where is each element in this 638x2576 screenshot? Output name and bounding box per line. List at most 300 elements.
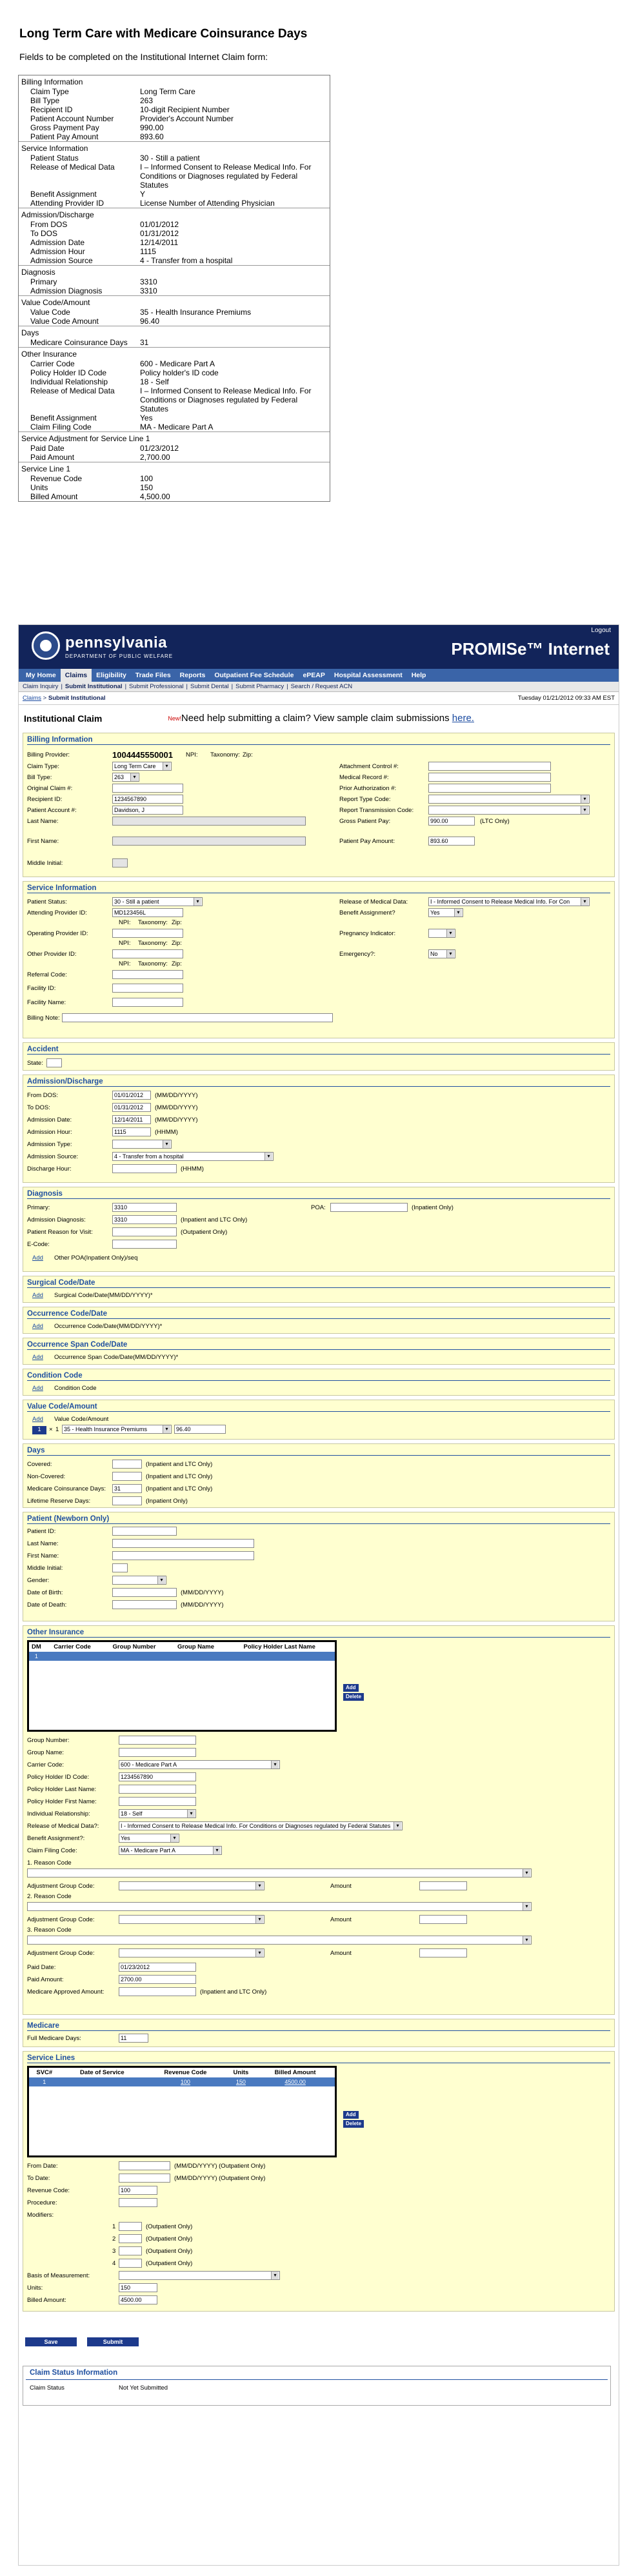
reference-row — [19, 492, 330, 501]
reference-row — [19, 422, 330, 431]
delete-insurance-button[interactable]: Delete — [343, 1693, 364, 1701]
attachment-control-input[interactable] — [428, 762, 551, 771]
bill-type-select[interactable]: 263 ▾ — [112, 773, 139, 782]
label: Patient Status: — [27, 898, 67, 906]
grid-cell[interactable]: 100 — [145, 2077, 226, 2086]
reference-row — [19, 199, 330, 208]
label: Admission Type: — [27, 1141, 72, 1148]
group-name-input[interactable] — [119, 1748, 196, 1757]
label: (Inpatient and LTC Only) — [200, 1988, 267, 1996]
label: Benefit Assignment?: — [27, 1835, 85, 1842]
middle-initial-field — [112, 858, 128, 867]
save-button[interactable]: Save — [25, 2337, 77, 2346]
modifier-2-input[interactable] — [119, 2234, 142, 2243]
grid-column-header[interactable]: Policy Holder Last Name — [224, 1642, 335, 1652]
ecode-input[interactable] — [112, 1240, 177, 1249]
grid-row[interactable] — [29, 1652, 335, 1661]
add-occurrence-span-link[interactable]: Add — [32, 1354, 43, 1361]
reference-field-name: Medicare Coinsurance Days — [30, 338, 128, 347]
reference-table — [18, 75, 330, 502]
reference-field-value: 31 — [140, 338, 149, 347]
other-provider-input[interactable] — [112, 949, 183, 958]
basis-measurement-select[interactable] — [119, 2271, 280, 2280]
subnav-item-submit-pharmacy[interactable]: Submit Pharmacy — [235, 683, 284, 690]
patient-id-input[interactable] — [112, 1527, 177, 1536]
coinsurance-days-input[interactable]: 31 — [112, 1484, 142, 1493]
help-text: Need help submitting a claim? View sample claim submissions — [181, 713, 450, 724]
reason-code-1-select[interactable] — [27, 1868, 532, 1878]
reference-section-title: Value Code/Amount — [21, 298, 90, 307]
reference-field-value: 893.60 — [140, 132, 164, 141]
label: Gender: — [27, 1577, 50, 1584]
label: Date of Death: — [27, 1601, 67, 1609]
doc-title: Long Term Care with Medicare Coinsurance Days — [19, 27, 308, 41]
patient-pay-input[interactable]: 893.60 — [428, 837, 475, 846]
label: Middle Initial: — [27, 1565, 63, 1572]
new-badge: New! — [168, 715, 181, 722]
add-service-line-button[interactable]: Add — [343, 2111, 359, 2119]
release-medical-data-select[interactable]: I - Informed Consent to Release Medical Info. For Con ▾ — [428, 897, 590, 906]
full-medicare-days-input[interactable]: 11 — [119, 2034, 148, 2043]
reference-field-value: I – Informed Consent to Release Medical Info. For Conditions or Diagnoses regulated by Federal Statutes — [140, 163, 312, 190]
nav-item-outpatient-fee-schedule[interactable]: Outpatient Fee Schedule — [214, 671, 294, 679]
label: Prior Authorization #: — [339, 785, 397, 792]
label: Paid Date: — [27, 1964, 56, 1971]
separator: | — [286, 683, 288, 690]
reference-row — [19, 190, 330, 199]
reference-field-value: 35 - Health Insurance Premiums — [140, 308, 252, 317]
reference-field-name: Value Code — [30, 308, 70, 317]
label: (Inpatient and LTC Only) — [146, 1473, 213, 1480]
help-link[interactable]: here. — [452, 713, 474, 724]
admission-hour-input[interactable]: 1115 — [112, 1127, 151, 1136]
last-name-field — [112, 817, 306, 826]
paid-amount-input[interactable]: 2700.00 — [119, 1975, 196, 1984]
reference-field-value: 30 - Still a patient — [140, 154, 200, 163]
modifier-3-input[interactable] — [119, 2246, 142, 2255]
reference-field-value: 10-digit Recipient Number — [140, 105, 230, 114]
dob-input[interactable] — [112, 1588, 177, 1597]
reference-field-name: Admission Diagnosis — [30, 286, 103, 295]
add-insurance-button[interactable]: Add — [343, 1684, 359, 1692]
grid-cell[interactable]: 150 — [226, 2077, 256, 2086]
nav-item-claims[interactable]: Claims — [61, 669, 92, 682]
value-code-row-number[interactable]: 1 — [32, 1426, 46, 1434]
dod-input[interactable] — [112, 1600, 177, 1609]
gross-pay-input[interactable]: 990.00 — [428, 817, 475, 826]
label: Attending Provider ID: — [27, 909, 87, 916]
reference-section-title: Other Insurance — [21, 350, 77, 359]
prior-auth-input[interactable] — [428, 784, 551, 793]
label: Admission Diagnosis: — [27, 1216, 86, 1224]
label: POA: — [311, 1204, 326, 1211]
label: (MM/DD/YYYY) (Outpatient Only) — [174, 2175, 266, 2182]
label: To Date: — [27, 2175, 50, 2182]
label: Benefit Assignment? — [339, 909, 395, 916]
label: Adjustment Group Code: — [27, 1950, 95, 1957]
label: (Inpatient Only) — [412, 1204, 454, 1211]
claim-filing-select[interactable]: MA - Medicare Part A ▾ — [119, 1846, 222, 1855]
units-input[interactable]: 150 — [119, 2283, 157, 2292]
claim-type-select[interactable]: Long Term Care ▾ — [112, 762, 172, 771]
admission-diagnosis-input[interactable]: 3310 — [112, 1215, 177, 1224]
facility-name-input[interactable] — [112, 998, 183, 1007]
label: Zip: — [172, 919, 182, 926]
grid-cell[interactable] — [60, 2077, 145, 2086]
add-surgical-link[interactable]: Add — [32, 1292, 43, 1299]
lifetime-reserve-input[interactable] — [112, 1496, 142, 1505]
admission-source-select[interactable]: 4 - Transfer from a hospital ▾ — [112, 1152, 274, 1161]
reference-field-name: Recipient ID — [30, 105, 73, 114]
procedure-input[interactable] — [119, 2198, 157, 2207]
add-value-code-link[interactable]: Add — [32, 1416, 43, 1423]
label: Admission Date: — [27, 1116, 72, 1124]
label: Last Name: — [27, 1540, 59, 1547]
label: 3. Reason Code — [27, 1927, 72, 1934]
other-benefit-select[interactable]: Yes ▾ — [119, 1834, 179, 1843]
subnav-item-submit-professional[interactable]: Submit Professional — [129, 683, 184, 690]
reference-field-name: Policy Holder ID Code — [30, 368, 107, 377]
delete-service-line-button[interactable]: Delete — [343, 2120, 364, 2128]
label: Non-Covered: — [27, 1473, 66, 1480]
add-condition-link[interactable]: Add — [32, 1385, 43, 1392]
label: E-Code: — [27, 1241, 50, 1248]
billing-note-input[interactable] — [62, 1013, 333, 1022]
reference-field-value: 100 — [140, 474, 154, 483]
reference-row — [19, 317, 330, 326]
top-banner — [19, 625, 619, 669]
label: Facility Name: — [27, 999, 66, 1006]
reference-field-value: Y — [140, 190, 146, 199]
original-claim-input[interactable] — [112, 784, 183, 793]
reference-section — [19, 326, 330, 347]
relationship-select[interactable]: 18 - Self ▾ — [119, 1809, 196, 1818]
medical-record-input[interactable] — [428, 773, 551, 782]
label: (Inpatient and LTC Only) — [146, 1461, 213, 1468]
nav-item-epeap[interactable]: ePEAP — [303, 671, 325, 679]
add-poa-link[interactable]: Add — [32, 1254, 43, 1262]
policy-holder-id-input[interactable]: 1234567890 — [119, 1772, 196, 1781]
service-lines-section — [23, 2051, 615, 2312]
value-code-amount-input[interactable]: 96.40 — [174, 1425, 226, 1434]
nav-item-my-home[interactable]: My Home — [26, 671, 56, 679]
recipient-id-input[interactable]: 1234567890 — [112, 795, 183, 804]
subnav-item-submit-dental[interactable]: Submit Dental — [190, 683, 229, 690]
reference-field-name: Attending Provider ID — [30, 199, 105, 208]
breadcrumb-claims[interactable]: Claims — [23, 695, 42, 702]
label: (MM/DD/YYYY) — [155, 1092, 198, 1099]
main-nav — [19, 669, 619, 682]
label: (HHMM) — [181, 1165, 204, 1173]
pregnancy-indicator-select[interactable] — [428, 929, 455, 938]
admission-section — [23, 1075, 615, 1183]
subnav-item-search-request-acn[interactable]: Search / Request ACN — [290, 683, 353, 690]
report-transmission-select[interactable] — [428, 806, 590, 815]
service-section — [23, 881, 615, 1038]
carrier-code-select[interactable]: 600 - Medicare Part A ▾ — [119, 1760, 280, 1769]
attending-provider-input[interactable]: MD123456L — [112, 908, 183, 917]
label: (Inpatient Only) — [146, 1498, 188, 1505]
modifier-1-input[interactable] — [119, 2222, 142, 2231]
benefit-assignment-select[interactable]: Yes ▾ — [428, 908, 463, 917]
label: Medical Record #: — [339, 774, 389, 781]
grid-column-header[interactable]: Billed Amount — [255, 2068, 335, 2077]
grid-column-header[interactable]: Date of Service — [60, 2068, 145, 2077]
label: Zip: — [172, 940, 182, 947]
claim-status-box — [23, 2366, 611, 2406]
label: NPI: — [186, 751, 198, 758]
label: (LTC Only) — [480, 818, 510, 825]
billing-section — [23, 733, 615, 877]
label: Modifiers: — [27, 2212, 54, 2219]
billed-amount-input[interactable]: 4500.00 — [119, 2295, 157, 2304]
label: Zip: — [172, 960, 182, 967]
reference-row — [19, 338, 330, 347]
other-insurance-grid — [27, 1640, 337, 1732]
reference-field-name: Patient Status — [30, 154, 79, 163]
reference-field-value: 12/14/2011 — [140, 238, 179, 247]
reason-code-3-select[interactable] — [27, 1936, 532, 1945]
reference-row — [19, 123, 330, 132]
nav-item-help[interactable]: Help — [411, 671, 426, 679]
add-occurrence-link[interactable]: Add — [32, 1323, 43, 1330]
label: (MM/DD/YYYY) — [155, 1116, 198, 1124]
line-to-date-input[interactable] — [119, 2174, 170, 2183]
nav-item-reports[interactable]: Reports — [179, 671, 206, 679]
admission-date-input[interactable]: 12/14/2011 — [112, 1115, 151, 1124]
label: (Outpatient Only) — [181, 1229, 228, 1236]
grid-cell[interactable]: 1 — [29, 2077, 60, 2086]
referral-code-input[interactable] — [112, 970, 183, 979]
adjustment-group-3-select[interactable] — [119, 1948, 264, 1957]
pa-seal-icon — [32, 631, 60, 660]
label: Occurrence Code/Date(MM/DD/YYYY)* — [54, 1323, 163, 1330]
paid-date-input[interactable]: 01/23/2012 — [119, 1963, 196, 1972]
reference-section-title: Service Information — [21, 144, 88, 153]
label: Billing Provider: — [27, 751, 70, 758]
nav-item-eligibility[interactable]: Eligibility — [96, 671, 126, 679]
label: 2 — [112, 2235, 116, 2243]
service-lines-grid — [27, 2066, 337, 2157]
reference-field-value: 2,700.00 — [140, 453, 170, 462]
section-title: Days — [27, 1447, 610, 1456]
reference-section — [19, 208, 330, 265]
reference-field-name: Benefit Assignment — [30, 190, 97, 199]
claim-status-label: Claim Status — [30, 2384, 65, 2392]
label: Release of Medical Data?: — [27, 1823, 99, 1830]
label: Date of Birth: — [27, 1589, 63, 1596]
occurrence-section — [23, 1307, 615, 1334]
group-number-input[interactable] — [119, 1736, 196, 1745]
reference-field-value: 01/23/2012 — [140, 444, 179, 453]
label: Amount — [330, 1883, 352, 1890]
state-logo: pennsylvania — [65, 634, 168, 651]
grid-row[interactable] — [29, 2077, 335, 2086]
brand-title: PROMISe™ Internet — [451, 639, 610, 659]
noncovered-days-input[interactable] — [112, 1472, 142, 1481]
reference-field-value: 3310 — [140, 277, 157, 286]
occurrence-span-section — [23, 1338, 615, 1365]
label: Admission Hour: — [27, 1129, 72, 1136]
reference-row — [19, 277, 330, 286]
label: (HHMM) — [155, 1129, 178, 1136]
reference-field-value: 150 — [140, 483, 154, 492]
claim-status-title: Claim Status Information — [26, 2366, 608, 2380]
label: Referral Code: — [27, 971, 67, 978]
grid-column-header[interactable]: Revenue Code — [145, 2068, 226, 2077]
value-code-select[interactable]: 35 - Health Insurance Premiums ▾ — [62, 1425, 172, 1434]
revenue-code-input[interactable]: 100 — [119, 2186, 157, 2195]
accident-section — [23, 1042, 615, 1071]
to-dos-input[interactable]: 01/31/2012 — [112, 1103, 151, 1112]
adjustment-amount-3-input[interactable] — [419, 1948, 467, 1957]
delete-x-icon[interactable]: × — [49, 1426, 53, 1433]
from-dos-input[interactable]: 01/01/2012 — [112, 1091, 151, 1100]
reference-row — [19, 96, 330, 105]
discharge-hour-input[interactable] — [112, 1164, 177, 1173]
section-title: Service Lines — [27, 2054, 610, 2063]
grid-cell[interactable]: 1 — [29, 1652, 44, 1661]
separator: | — [186, 683, 188, 690]
reference-section — [19, 75, 330, 141]
grid-cell[interactable] — [224, 1652, 335, 1661]
label: Primary: — [27, 1204, 50, 1211]
subnav-item-claim-inquiry[interactable]: Claim Inquiry — [23, 683, 59, 690]
reference-field-name: Admission Source — [30, 256, 93, 265]
reference-section — [19, 431, 330, 462]
section-title: Patient (Newborn Only) — [27, 1515, 610, 1524]
patient-account-input[interactable]: Davidson, J — [112, 806, 183, 815]
nav-item-trade-files[interactable]: Trade Files — [135, 671, 171, 679]
label: Zip: — [243, 751, 253, 758]
label: Carrier Code: — [27, 1761, 65, 1769]
report-type-select[interactable] — [428, 795, 590, 804]
label: Patient Account #: — [27, 807, 77, 814]
label: Covered: — [27, 1461, 52, 1468]
label: Basis of Measurement: — [27, 2272, 90, 2279]
reference-row — [19, 163, 330, 190]
label: State: — [27, 1060, 43, 1067]
label: (MM/DD/YYYY) — [155, 1104, 198, 1111]
gender-select[interactable] — [112, 1576, 166, 1585]
patient-last-name-input[interactable] — [112, 1539, 254, 1548]
policy-holder-first-input[interactable] — [119, 1797, 196, 1806]
section-title: Surgical Code/Date — [27, 1279, 610, 1288]
line-from-date-input[interactable] — [119, 2161, 170, 2170]
patient-status-select[interactable]: 30 - Still a patient ▾ — [112, 897, 203, 906]
label: Surgical Code/Date(MM/DD/YYYY)* — [54, 1292, 153, 1299]
grid-column-header[interactable]: Units — [226, 2068, 256, 2077]
reference-field-name: Paid Date — [30, 444, 65, 453]
facility-id-input[interactable] — [112, 984, 183, 993]
reference-row — [19, 444, 330, 453]
value-code-section — [23, 1400, 615, 1440]
patient-mi-input[interactable] — [112, 1563, 128, 1572]
grid-cell[interactable] — [168, 1652, 224, 1661]
adjustment-amount-1-input[interactable] — [419, 1881, 467, 1890]
reference-field-name: Gross Payment Pay — [30, 123, 99, 132]
poa-input[interactable] — [330, 1203, 408, 1212]
grid-column-header[interactable]: DM — [29, 1642, 44, 1652]
reference-section-title: Service Adjustment for Service Line 1 — [21, 434, 150, 443]
reference-row — [19, 453, 330, 462]
reference-field-value: License Number of Attending Physician — [140, 199, 275, 208]
adjustment-group-1-select[interactable] — [119, 1881, 264, 1890]
label: Procedure: — [27, 2199, 57, 2206]
other-insurance-section — [23, 1625, 615, 2015]
reference-field-value: 01/01/2012 — [140, 220, 179, 229]
label: 1. Reason Code — [27, 1859, 72, 1867]
grid-cell[interactable] — [44, 1652, 101, 1661]
patient-first-name-input[interactable] — [112, 1551, 254, 1560]
emergency-select[interactable]: No ▾ — [428, 949, 455, 958]
reference-section-title: Diagnosis — [21, 268, 55, 277]
label: 3 — [112, 2248, 116, 2255]
grid-cell[interactable]: 4500.00 — [255, 2077, 335, 2086]
claim-status-value: Not Yet Submitted — [119, 2384, 168, 2392]
adjustment-amount-2-input[interactable] — [419, 1915, 467, 1924]
label: Medicare Approved Amount: — [27, 1988, 105, 1996]
separator: | — [125, 683, 127, 690]
primary-diagnosis-input[interactable]: 3310 — [112, 1203, 177, 1212]
reference-document — [0, 0, 638, 502]
reference-field-value: MA - Medicare Part A — [140, 422, 214, 431]
reason-visit-input[interactable] — [112, 1227, 177, 1236]
submit-button[interactable]: Submit — [87, 2337, 139, 2346]
label: Full Medicare Days: — [27, 2035, 81, 2042]
operating-provider-input[interactable] — [112, 929, 183, 938]
admission-type-select[interactable] — [112, 1140, 172, 1149]
page-title: Institutional Claim — [24, 713, 103, 724]
label: Amount — [330, 1950, 352, 1957]
reference-field-name: Billed Amount — [30, 492, 78, 501]
accident-state-input[interactable] — [46, 1058, 62, 1067]
medicare-section — [23, 2019, 615, 2047]
label: (Inpatient and LTC Only) — [146, 1485, 213, 1492]
reference-row — [19, 386, 330, 413]
section-title: Value Code/Amount — [27, 1403, 610, 1412]
subnav-item-submit-institutional[interactable]: Submit Institutional — [65, 683, 123, 690]
logout-link[interactable]: Logout — [591, 627, 611, 634]
medicare-approved-input[interactable] — [119, 1987, 196, 1996]
label: Report Type Code: — [339, 796, 391, 803]
other-release-select[interactable]: I - Informed Consent to Release Medical Info. For Conditions or Diagnoses regulated by Federal Statutes ▾ — [119, 1821, 403, 1830]
grid-column-header[interactable]: Group Name — [168, 1642, 224, 1652]
grid-column-header[interactable]: SVC# — [29, 2068, 60, 2077]
reference-field-value: 263 — [140, 96, 154, 105]
label: Patient Pay Amount: — [339, 838, 395, 845]
grid-column-header[interactable]: Group Number — [101, 1642, 167, 1652]
reference-field-name: Value Code Amount — [30, 317, 99, 326]
reference-field-value: Yes — [140, 413, 153, 422]
claim-status-area — [19, 2363, 619, 2408]
reference-field-name: Benefit Assignment — [30, 413, 97, 422]
reference-section-title: Days — [21, 328, 39, 337]
grid-cell[interactable] — [101, 1652, 167, 1661]
policy-holder-last-input[interactable] — [119, 1785, 196, 1794]
nav-item-hospital-assessment[interactable]: Hospital Assessment — [334, 671, 403, 679]
modifier-4-input[interactable] — [119, 2259, 142, 2268]
breadcrumb-current: Submit Institutional — [48, 695, 106, 702]
reason-code-2-select[interactable] — [27, 1902, 532, 1911]
grid-column-header[interactable]: Carrier Code — [44, 1642, 101, 1652]
adjustment-group-2-select[interactable] — [119, 1915, 264, 1924]
label: (Inpatient and LTC Only) — [181, 1216, 248, 1224]
label: Bill Type: — [27, 774, 52, 781]
reference-field-name: Release of Medical Data — [30, 163, 115, 172]
reference-field-name: Bill Type — [30, 96, 60, 105]
covered-days-input[interactable] — [112, 1460, 142, 1469]
